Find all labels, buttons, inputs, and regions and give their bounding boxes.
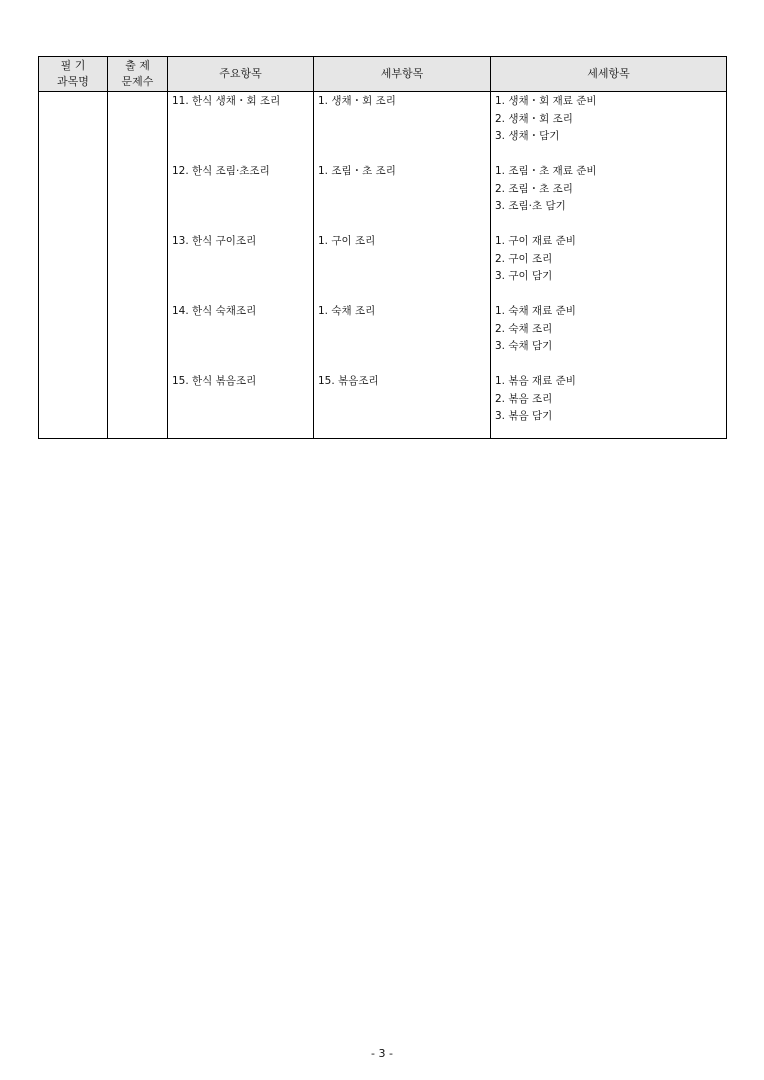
subdetail-item: 3. 볶음 담기 bbox=[495, 410, 553, 422]
header-count-line1: 출 제 bbox=[125, 59, 150, 72]
subdetail-item: 1. 숙채 재료 준비 bbox=[495, 305, 576, 317]
column-divider bbox=[107, 57, 108, 438]
subdetail-item: 2. 숙채 조리 bbox=[495, 322, 553, 335]
header-count bbox=[108, 57, 167, 91]
subdetail-item: 1. 볶음 재료 준비 bbox=[495, 375, 576, 387]
header-subject-line1: 필 기 bbox=[60, 59, 86, 72]
main-item: 12. 한식 조림·초조리 bbox=[172, 165, 270, 177]
subdetail-item: 2. 구이 조리 bbox=[495, 252, 553, 265]
subdetail-item: 1. 생채・회 재료 준비 bbox=[495, 95, 597, 107]
subdetail-item: 3. 숙채 담기 bbox=[495, 340, 553, 352]
header-count-line2: 문제수 bbox=[121, 75, 154, 88]
subdetail-group bbox=[495, 373, 597, 443]
detail-item: 1. 조림・초 조리 bbox=[318, 165, 396, 177]
subdetail-item: 1. 조림・초 재료 준비 bbox=[495, 165, 597, 177]
header-subject bbox=[39, 57, 107, 91]
header-detail: 세부항목 bbox=[380, 67, 424, 80]
subdetail-group bbox=[495, 233, 597, 303]
main-items-column bbox=[172, 93, 280, 443]
column-divider bbox=[313, 57, 314, 438]
subdetail-group bbox=[495, 303, 597, 373]
subdetail-item: 3. 구이 담기 bbox=[495, 270, 553, 282]
detail-item: 1. 생채・회 조리 bbox=[318, 95, 396, 107]
main-item: 13. 한식 구이조리 bbox=[172, 235, 257, 247]
subdetail-item: 3. 생채・담기 bbox=[495, 130, 560, 142]
subdetail-item: 3. 조림·초 담기 bbox=[495, 200, 566, 212]
main-item: 14. 한식 숙채조리 bbox=[172, 305, 257, 317]
detail-item: 1. 구이 조리 bbox=[318, 235, 376, 247]
column-divider bbox=[490, 57, 491, 438]
exam-table bbox=[38, 56, 727, 439]
header-subdetail: 세세항목 bbox=[587, 67, 630, 80]
header-subject-line2: 과목명 bbox=[57, 75, 89, 88]
column-divider bbox=[167, 57, 168, 438]
subdetail-item: 1. 구이 재료 준비 bbox=[495, 235, 576, 247]
subdetail-item: 2. 볶음 조리 bbox=[495, 392, 553, 405]
detail-items-column bbox=[318, 93, 396, 443]
header-main: 주요항목 bbox=[219, 67, 262, 80]
detail-item: 15. 볶음조리 bbox=[318, 375, 379, 387]
subdetail-item: 2. 조림・초 조리 bbox=[495, 182, 573, 195]
subdetail-group bbox=[495, 93, 597, 163]
detail-item: 1. 숙채 조리 bbox=[318, 305, 376, 317]
page-number: - 3 - bbox=[371, 1047, 393, 1060]
subdetail-item: 2. 생채・회 조리 bbox=[495, 112, 573, 125]
subdetail-group bbox=[495, 163, 597, 233]
main-item: 11. 한식 생채・회 조리 bbox=[172, 95, 281, 107]
subdetail-items-column bbox=[495, 93, 597, 443]
main-item: 15. 한식 볶음조리 bbox=[172, 375, 257, 387]
